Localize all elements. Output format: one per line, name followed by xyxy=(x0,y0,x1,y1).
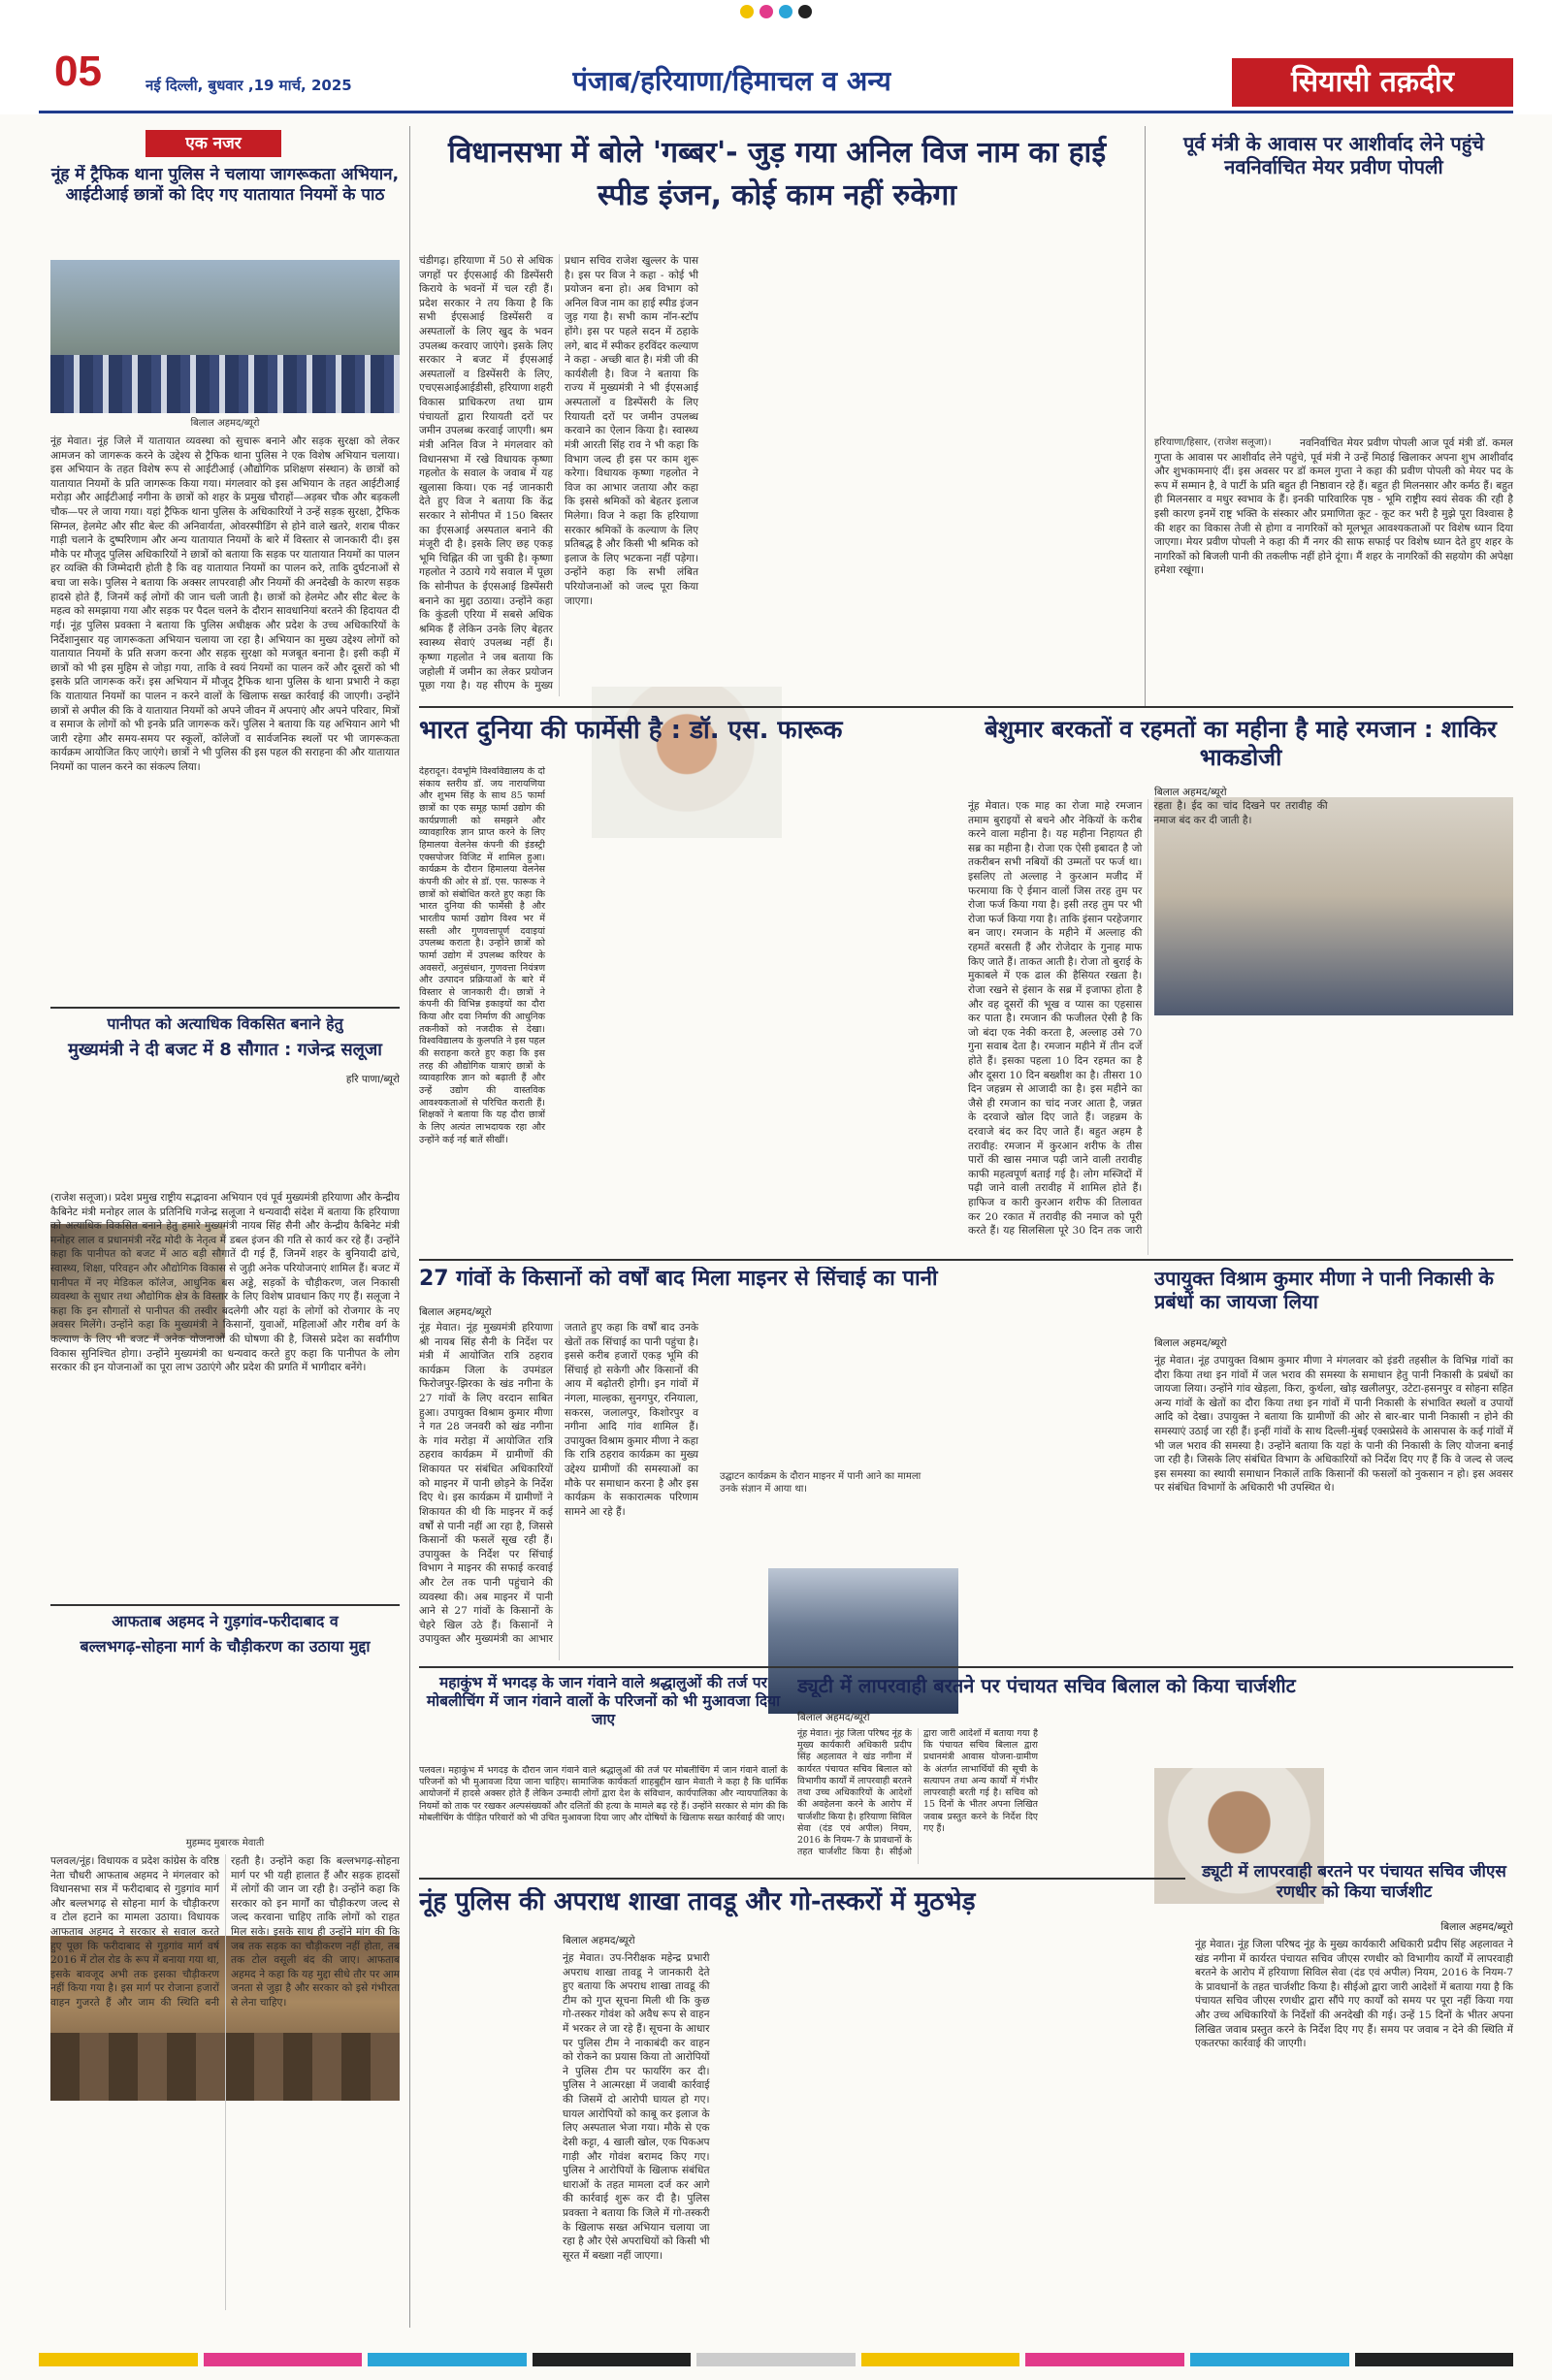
color-swatch xyxy=(204,2353,363,2366)
vij-body: चंडीगढ़। हरियाणा में 50 से अधिक जगहों पर ईएसआई की डिस्पेंसरी किराये के भवनों में चल रही हैं। प्रदेश सरकार ने तय किया है कि सभी ईएसआई डिस्पेंसरी व अस्पतालों के लिए खुद के भवन उपलब्ध करवाए जाएंगे। इसके लिए सरकार ने बजट में ईएसआई अस्पतालों व डिस्पेंसरी के लिए, एचएसआईआईडीसी, हरियाणा शहरी विकास प्राधिकरण तथा ग्राम पंचायतों द्वारा रियायती दरों पर जमीन उपलब्ध करवाई जाएगी। श्रम मंत्री अनिल विज ने मंगलवार को विधानसभा में रखे विधायक कृष्णा गहलोत के सवाल के जवाब में यह खुलासा किया। एक नई जानकारी देते हुए विज ने बताया कि केंद्र सरकार ने सोनीपत में 150 बिस्तर का ईएसआई अस्पताल बनाने की मंजूरी दी है। इसके लिए छह एकड़ भूमि चिह्नित की जा चुकी है। कृष्णा गहलोत ने उठाये गये सवाल में पूछा कि सोनीपत के ईएसआई डिस्पेंसरी बनाने का मुद्दा उठाया। उन्होंने कहा कि कुंडली एरिया में सबसे अधिक श्रमिक हैं लेकिन उनके लिए बेहतर स्वास्थ्य सेवाएं उपलब्ध नहीं हैं। कृष्णा गहलोत ने जब बताया कि जहोली में जमीन का लेकर प्रयोजन पूछा गया है। यह सीएम के मुख्य प्रधान सचिव राजेश खुल्लर के पास है। इस पर विज ने कहा - कोई भी प्रयोजन बना हो। अब विभाग को अनिल विज नाम का हाई स्पीड इंजन जुड़ गया है। सभी काम नॉन-स्टॉप होंगे। इस पर पहले सदन में ठहाके लगे, बाद में स्पीकर हरविंदर कल्याण ने कहा - अच्छी बात है। मंत्री जी की कार्यशैली है। विज ने बताया कि राज्य में मुख्यमंत्री ने भी ईएसआई अस्पतालों व डिस्पेंसरी के लिए रियायती दरों पर जमीन उपलब्ध करवाने का ऐलान किया है। स्वास्थ्य मंत्री आरती सिंह राव ने भी कहा कि विभाग जल्द ही इस पर काम शुरू करेगा। विधायक कृष्णा गहलोत ने विज का आभार जताया और कहा कि इससे श्रमिकों को बेहतर इलाज मिलेगा। विज ने कहा कि हरियाणा सरकार श्रमिकों के कल्याण के लिए प्रतिबद्ध है और किसी भी श्रमिक को इलाज के लिए भटकना नहीं पड़ेगा। उन्होंने कहा कि सभी लंबित परियोजनाओं को जल्द पूरा किया जाएगा। xyxy=(419,255,698,692)
ek-nazar-label: एक नजर xyxy=(146,130,281,157)
masthead xyxy=(0,0,1552,114)
color-swatch xyxy=(1190,2353,1349,2366)
nuh-police-byline: बिलाल अहमद/ब्यूरो xyxy=(563,1935,635,1946)
saluja-headline: मुख्यमंत्री ने दी बजट में 8 सौगात : गजेन्द्र सलूजा xyxy=(68,1040,382,1060)
color-swatch xyxy=(368,2353,527,2366)
ramzan-headline: बेशुमार बरकतों व रहमतों का महीना है माहे रमजान : शाकिर भाकडोजी xyxy=(985,716,1497,772)
vij-headline: विधानसभा में बोले 'गब्बर'- जुड़ गया अनिल विज नाम का हाई स्पीड इंजन, कोई काम नहीं रुकेगा xyxy=(447,136,1107,212)
footer-color-bar xyxy=(0,2339,1552,2380)
traffic-awareness-photo xyxy=(50,260,400,413)
minor-caption: उद्घाटन कार्यक्रम के दौरान माइनर में पानी आने का मामला उनके संज्ञान में आया था। xyxy=(720,1471,922,1495)
saluja-kicker: पानीपत को अत्याधिक विकसित बनाने हेतु xyxy=(107,1014,343,1033)
color-swatch xyxy=(696,2353,856,2366)
poppli-headline: पूर्व मंत्री के आवास पर आशीर्वाद लेने पहुंचे नवनिर्वाचित मेयर प्रवीण पोपली xyxy=(1182,132,1485,179)
ek-nazar-caption: बिलाल अहमद/ब्यूरो xyxy=(190,418,260,429)
section-title: पंजाब/हरियाणा/हिमाचल व अन्य xyxy=(572,65,891,97)
color-swatch xyxy=(1355,2353,1514,2366)
registration-marks-top xyxy=(543,4,1009,21)
poppli-body: नवनिर्वाचित मेयर प्रवीण पोपली आज पूर्व मंत्री डॉ. कमल गुप्ता के आवास पर आशीर्वाद लेने पहुंचे, पूर्व मंत्री ने उन्हें मिठाई खिलाकर अपना शुभ आशीर्वाद और शुभकामनाएं दीं। इस अवसर पर डॉ कमल गुप्ता ने कहा की प्रवीण पोपली को मेयर पद के रूप में सम्मान है, वे पार्टी के प्रति बहुत ही निष्ठावान रहे हैं। बहुत ही मिलनसार और कर्मठ हैं। बहुत ही मिलनसार व मधुर स्वभाव के हैं। इनकी पारिवारिक पृष्ठ - भूमि राष्ट्रीय स्वयं सेवक की रही है इसी कारण इनमें राष्ट्र भक्ति के संस्कार और प्रमाणिता कूट - कूट कर भरी है मुझे पूरा विश्वास है की शहर का विकास तेजी से होगा व नागरिकों को मूलभूत आवश्यकताओं पर विशेष ध्यान दिया जाएगा। मेयर प्रवीण पोपली ने कहा की मैं नगर की साफ सफाई पर विशेष ध्यान देते हुए शहर के नागरिकों को बिजली पानी की तकलीफ नहीं होने दूंगा। मैं शहर के नागरिकों की सहयोग की अपेक्षा हमेशा रखूंगा। xyxy=(1154,437,1513,577)
meena-headline: उपायुक्त विश्राम कुमार मीणा ने पानी निकासी के प्रबंधों का जायजा लिया xyxy=(1154,1267,1494,1314)
randhir-headline: ड्यूटी में लापरवाही बरतने पर पंचायत सचिव जीएस रणधीर को किया चार्जशीट xyxy=(1202,1862,1506,1902)
saluja-body: (राजेश सलूजा)। प्रदेश प्रमुख राष्ट्रीय सद्भावना अभियान एवं पूर्व मुख्यमंत्री हरियाणा और केन्द्रीय कैबिनेट मंत्री मनोहर लाल के प्रतिनिधि गजेन्द्र सलूजा ने धन्यवादी संदेश में बताया कि हरियाणा को अत्याधिक विकसित बनाने हेतु हमारे मुख्यमंत्री नायब सिंह सैनी और केन्द्रीय कैबिनेट मंत्री मनोहर लाल व प्रधानमंत्री नरेंद्र मोदी के नेतृत्व में डबल इंजन की गति से कार्य कर रहे हैं। उन्होंने कहा कि पानीपत को बजट में आठ बड़ी सौगातें दी गई हैं, जिनमें शहर के बुनियादी ढांचे, स्वास्थ्य, शिक्षा, परिवहन और औद्योगिक विकास से जुड़ी अनेक परियोजनाएं शामिल हैं। बजट में पानीपत में नए मेडिकल कॉलेज, आधुनिक बस अड्डे, सड़कों के चौड़ीकरण, जल निकासी व्यवस्था के सुधार तथा औद्योगिक क्षेत्र के विस्तार के लिए विशेष प्रावधान किए गए हैं। सलूजा ने कहा कि इन सौगातों से पानीपत की तस्वीर बदलेगी और यहां के लोगों को रोजगार के नए अवसर मिलेंगे। उन्होंने कहा कि मुख्यमंत्री ने किसानों, युवाओं, महिलाओं और गरीब वर्ग के कल्याण के लिए भी बजट में अनेक योजनाओं की घोषणा की है, जिससे प्रदेश का सर्वांगीण विकास सुनिश्चित होगा। उन्होंने मुख्यमंत्री का धन्यवाद करते हुए कहा कि पानीपत के लोग सरकार की इन योजनाओं का पूरा लाभ उठाएंगे और प्रदेश की प्रगति में भागीदार बनेंगे। xyxy=(50,1192,400,1374)
bilal-chargesheet-byline: बिलाल अहमद/ब्यूरो xyxy=(797,1712,870,1723)
nuh-police-body: नूंह मेवात। उप-निरीक्षक महेन्द्र प्रभारी अपराध शाखा तावडू ने जानकारी देते हुए बताया कि अपराध शाखा तावडू की टीम को गुप्त सूचना मिली थी कि कुछ गो-तस्कर गोवंश को अवैध रूप से वाहन में भरकर ले जा रहे हैं। सूचना के आधार पर पुलिस टीम ने नाकाबंदी कर वाहन को रोकने का प्रयास किया तो आरोपियों ने पुलिस टीम पर फायरिंग कर दी। पुलिस ने आत्मरक्षा में जवाबी कार्रवाई की जिसमें दो आरोपी घायल हो गए। घायल आरोपियों को काबू कर इलाज के लिए अस्पताल भेजा गया। मौके से एक देसी कट्टा, 4 खाली खोल, एक पिकअप गाड़ी और गोवंश बरामद किए गए। पुलिस ने आरोपियों के खिलाफ संबंधित धाराओं के तहत मामला दर्ज कर आगे की कार्रवाई शुरू कर दी है। पुलिस प्रवक्ता ने बताया कि जिले में गो-तस्करी के खिलाफ सख्त अभियान चलाया जा रहा है और ऐसे अपराधियों को किसी भी सूरत में बख्शा नहीं जाएगा। xyxy=(563,1952,710,2262)
meena-byline: बिलाल अहमद/ब्यूरो xyxy=(1154,1337,1227,1349)
ek-nazar-headline: नूंह में ट्रैफिक थाना पुलिस ने चलाया जागरूकता अभियान, आईटीआई छात्रों को दिए गए यातायात नियमों के पाठ xyxy=(50,165,400,205)
nuh-police-headline: नूंह पुलिस की अपराध शाखा तावडू और गो-तस्करों में मुठभेड़ xyxy=(419,1887,976,1916)
ramzan-body: नूंह मेवात। एक माह का रोजा माहे रमजान तमाम बुराइयों से बचने और नेकियों के करीब करने वाला महीना है। यह महीना निहायत ही सब्र का महीना है। रोजा एक ऐसी इबादत है जो तकरीबन सभी नबियों की उम्मतों पर फर्ज था। इसलिए तो अल्लाह ने कुरआन मजीद में फरमाया कि ऐ ईमान वालों जिस तरह तुम पर रोजा फर्ज किया गया है। इसी तरह तुम पर भी रोजा फर्ज किया गया है। ताकि इंसान परहेजगार बन जाए। रमजान के महीने में अल्लाह की रहमतें बरसती हैं और रोजेदार के गुनाह माफ किए जाते हैं। ताकत आती है। रोजा तो बुराई के मुकाबले में एक ढाल की हैसियत रखता है। रोजा रखने से इंसान के सब्र में इजाफा होता है और वह दूसरों की भूख व प्यास का एहसास कर पाता है। रमजान की फजीलत ऐसी है कि जो बंदा एक नेकी करता है, अल्लाह उसे 70 गुना सवाब देता है। रमजान महीने में तीन दर्जे होते हैं। इसका पहला 10 दिन रहमत का है और दूसरा 10 दिन बख्शीश का है। तीसरा 10 दिन जहन्नम से आजादी का है। इस महीने का जैसे ही रमजान का चांद नजर आता है, जन्नत के दरवाजे खोल दिए जाते हैं। जहन्नम के दरवाजे बंद कर दिए जाते हैं। बहुत अहम है तरावीह: रमजान में कुरआन शरीफ के तीस पारों की खास नमाज पढ़ी जाने वाली तरावीह काफी महत्वपूर्ण बताई गई है। लोग मस्जिदों में पढ़ी जाने वाली तरावीह में शामिल होते हैं। हाफिज व कारी कुरआन शरीफ की तिलावत कर 20 रकात में तरावीह की नमाज को पूरी करते हैं। यह सिलसिला पूरे 30 दिन तक जारी रहता है। ईद का चांद दिखने पर तरावीह की नमाज बंद कर दी जाती है। xyxy=(968,800,1328,1238)
minor-byline: बिलाल अहमद/ब्यूरो xyxy=(419,1306,492,1318)
saluja-byline: हरि पाणा/ब्यूरो xyxy=(345,1074,400,1085)
mahakumbh-body: पलवल। महाकुंभ में भगदड़ के दौरान जान गंवाने वाले श्रद्धालुओं की तर्ज पर मोबलीचिंग में जान गंवाने वालों के परिजनों को भी मुआवजा दिया जाना चाहिए। सामाजिक कार्यकर्ता शाहबुद्दीन खान मेवाती ने कहा है कि धार्मिक आयोजनों में हादसे अक्सर होते हैं लेकिन उन्मादी लोगों द्वारा देश के संविधान, कार्यपालिका और न्यायपालिका के नियमों को ताक पर रखकर अल्पसंख्यकों और दलितों की हत्या के मामले बढ़ रहे हैं। उन्होंने सरकार से मांग की कि मोबलीचिंग के पीड़ित परिवारों को भी उचित मुआवजा दिया जाए और दोषियों के खिलाफ सख्त कार्रवाई की जाए। xyxy=(419,1765,788,1823)
minor-headline: 27 गांवों के किसानों को वर्षों बाद मिला माइनर से सिंचाई का पानी xyxy=(419,1267,938,1291)
color-swatch xyxy=(533,2353,692,2366)
color-swatch xyxy=(861,2353,1020,2366)
aftab-caption: मुहम्मद मुबारक मेवाती xyxy=(185,1838,265,1849)
ramzan-byline: बिलाल अहमद/ब्यूरो xyxy=(1154,787,1227,798)
poppli-caption: हरियाणा/हिसार, (राजेश सलूजा)। xyxy=(1154,437,1272,448)
bilal-chargesheet-body: नूंह मेवात। नूंह जिला परिषद नूंह के मुख्य कार्यकारी अधिकारी प्रदीप सिंह अहलावत ने खंड नगीना में कार्यरत पंचायत सचिव बिलाल को विभागीय कार्यों में लापरवाही बरतने तथा उच्च अधिकारियों के आदेशों की अवहेलना करने के आरोप में चार्जशीट किया है। हरियाणा सिविल सेवा (दंड एवं अपील) नियम, 2016 के नियम-7 के प्रावधानों के तहत चार्जशीट किया है। सीईओ द्वारा जारी आदेशों में बताया गया है कि पंचायत सचिव बिलाल द्वारा प्रधानमंत्री आवास योजना-ग्रामीण के अंतर्गत लाभार्थियों की सूची के सत्यापन तथा अन्य कार्यों में गंभीर लापरवाही बरती गई है। सचिव को 15 दिनों के भीतर अपना लिखित जवाब प्रस्तुत करने के निर्देश दिए गए हैं। xyxy=(797,1728,1038,1858)
randhir-body: नूंह मेवात। नूंह जिला परिषद नूंह के मुख्य कार्यकारी अधिकारी प्रदीप सिंह अहलावत ने खंड नगीना में कार्यरत पंचायत सचिव जीएस रणधीर को विभागीय कार्यों में लापरवाही बरतने के आरोप में हरियाणा सिविल सेवा (दंड एवं अपील) नियम, 2016 के नियम-7 के प्रावधानों के तहत चार्जशीट किया है। सीईओ द्वारा जारी आदेशों में बताया गया है कि पंचायत सचिव जीएस रणधीर द्वारा सौंपे गए कार्यों को समय पर पूरा नहीं किया गया और उच्च अधिकारियों के निर्देशों की अनदेखी की गई। उन्हें 15 दिनों के भीतर अपना लिखित जवाब प्रस्तुत करने के निर्देश दिए गए हैं। समय पर जवाब न देने की स्थिति में एकतरफा कार्रवाई की जाएगी। xyxy=(1195,1939,1513,2050)
meena-body: नूंह मेवात। नूंह उपायुक्त विश्राम कुमार मीणा ने मंगलवार को इंडरी तहसील के विभिन्न गांवों का दौरा किया तथा इन गांवों में जल भराव की समस्या के समाधान हेतु पानी निकासी के प्रबंधों का जायजा लिया। उन्होंने गांव खेड़ला, किरा, कुर्थला, खोड़ खलीलपुर, उटेटा-हसनपुर व सोहना सहित अन्य गांवों के खेतों का दौरा किया तथा इन गांवों में पानी निकासी के संभावित स्थलों व उपायों आदि को देखा। उपायुक्त ने बताया कि ग्रामीणों की ओर से बार-बार पानी निकासी न होने की समस्याएं उठाई जा रही हैं। इन्हीं गांवों के साथ दिल्ली-मुंबई एक्सप्रेसवे के आसपास के कई गांवों में भी जल भराव की समस्या है। उन्होंने बताया कि यहां के पानी की निकासी के लिए योजना बनाई जा रही है। जिसके लिए संबंधित विभाग के अधिकारियों को निर्देश दिए गए हैं कि वे जल्द से जल्द इस समस्या का स्थायी समाधान निकालें ताकि किसानों की फसलों को नुकसान न हो। इस अवसर पर संबंधित विभागों के अधिकारी भी उपस्थित थे। xyxy=(1154,1355,1513,1495)
aftab-headline: बल्लभगढ़-सोहना मार्ग के चौड़ीकरण का उठाया मुद्दा xyxy=(80,1637,371,1656)
paper-name: सियासी तक़दीर xyxy=(1232,58,1513,107)
minor-body: नूंह मेवात। नूंह मुख्यमंत्री हरियाणा श्री नायब सिंह सैनी के निर्देश पर मंत्री में आयोजित रात्रि ठहराव कार्यक्रम जिला के उपमंडल फिरोजपुर-झिरका के खंड नगीना के 27 गांवों के लिए वरदान साबित हुआ। उपायुक्त विश्राम कुमार मीणा ने गत 28 जनवरी को खंड नगीना के गांव मरोड़ा में आयोजित रात्रि ठहराव कार्यक्रम में ग्रामीणों की शिकायत पर संबंधित अधिकारियों को माइनर में पानी छोड़ने के निर्देश दिए थे। इस कार्यक्रम में ग्रामीणों ने शिकायत की थी कि माइनर में कई वर्षों से पानी नहीं आ रहा है, जिससे किसानों की फसलें सूख रही हैं। उपायुक्त के निर्देश पर सिंचाई विभाग ने माइनर की सफाई करवाई और टेल तक पानी पहुंचाने की व्यवस्था की। अब माइनर में पानी आने से 27 गांवों के किसानों के चेहरे खिल उठे हैं। किसानों ने उपायुक्त और मुख्यमंत्री का आभार जताते हुए कहा कि वर्षों बाद उनके खेतों तक सिंचाई का पानी पहुंचा है। इससे करीब हजारों एकड़ भूमि की सिंचाई हो सकेगी और किसानों की आय में बढ़ोतरी होगी। इन गांवों में नंगला, माल्हका, सुनगपुर, रनियाला, सकरस, जलालपुर, किशोरपुर व नगीना आदि गांव शामिल हैं। उपायुक्त विश्राम कुमार मीणा ने कहा कि रात्रि ठहराव कार्यक्रम का मुख्य उद्देश्य ग्रामीणों की समस्याओं का मौके पर समाधान करना है और इस कार्यक्रम के सकारात्मक परिणाम सामने आ रहे हैं। xyxy=(419,1322,698,1646)
color-swatch xyxy=(1025,2353,1184,2366)
mahakumbh-headline: महाकुंभ में भगदड़ के जान गंवाने वाले श्रद्धालुओं की तर्ज पर मोबलीचिंग में जान गंवाने वालों के परिजनों को भी मुआवजा दिया जाए xyxy=(426,1674,781,1728)
ek-nazar-body: नूंह मेवात। नूंह जिले में यातायात व्यवस्था को सुचारू बनाने और सड़क सुरक्षा को लेकर आमजन को जागरूक करने के उद्देश्य से ट्रैफिक थाना पुलिस ने एक विशेष अभियान चलाया। इस अभियान के तहत विशेष रूप से आईटीआई (औद्योगिक प्रशिक्षण संस्थान) के छात्रों को यातायात नियमों के प्रति जागरूक किया गया। मंगलवार को इस अभियान के तहत आईटीआई मरोड़ा और आईटीआई नगीना के छात्रों को शहर के प्रमुख चौराहों—अड़बर चौक और बड़कली चौक—पर ले जाया गया। यहां ट्रैफिक थाना पुलिस के अधिकारियों ने उन्हें सड़क सुरक्षा, ट्रैफिक सिग्नल, हेलमेट और सीट बेल्ट की अनिवार्यता, ओवरस्पीडिंग से होने वाले खतरे, शराब पीकर गाड़ी चलाने के दुष्परिणाम और अन्य यातायात नियमों के बारे में विस्तार से जानकारी दी। इस मौके पर मौजूद पुलिस अधिकारियों ने छात्रों को बताया कि सड़क पर यातायात नियमों का पालन हर व्यक्ति की जिम्मेदारी होती है कि वह यातायात नियमों का पालन करे, ताकि दुर्घटनाओं से बचा जा सके। पुलिस ने बताया कि अक्सर लापरवाही और नियमों की अनदेखी के कारण सड़क हादसे होते हैं, जिनमें कई लोगों की जान चली जाती है। छात्रों को हेलमेट और सीट बेल्ट के महत्व को समझाया गया और सड़क पर पैदल चलने के दौरान सावधानियां बरतने की हिदायत दी गई। नूंह पुलिस प्रवक्ता ने बताया कि पुलिस अधीक्षक और प्रदेश के उच्च अधिकारियों के निर्देशानुसार यह जागरूकता अभियान चलाया जा रहा है। अभियान का मुख्य उद्देश्य लोगों को यातायात नियमों के प्रति सजग करना और सड़क सुरक्षा को मजबूत बनाना है। इसी कड़ी में छात्रों को भी इस मुहिम से जोड़ा गया, ताकि वे स्वयं नियमों का पालन करें और दूसरों को भी इसके प्रति जागरूक करें। इस अभियान में मौजूद ट्रैफिक थाना पुलिस के थाना प्रभारी ने कहा कि यातायात नियमों का पालन न करने वालों के खिलाफ सख्त कार्रवाई की जाएगी। उन्होंने छात्रों से अपील की कि वे यातायात नियमों को अपने जीवन में अपनाएं और अपने परिवार, मित्रों व समाज के लोगों को भी इनके प्रति जागरूक करें। पुलिस ने बताया कि यह अभियान आगे भी जारी रहेगा और समय-समय पर स्कूलों, कॉलेजों व सार्वजनिक स्थलों पर भी जागरूकता कार्यक्रम आयोजित किए जाएंगे। छात्रों ने भी पुलिस की इस पहल की सराहना की और यातायात नियमों का पालन करने का संकल्प लिया। xyxy=(50,435,400,774)
bilal-chargesheet-headline: ड्यूटी में लापरवाही बरतने पर पंचायत सचिव बिलाल को किया चार्जशीट xyxy=(797,1674,1296,1697)
color-swatch xyxy=(39,2353,198,2366)
aftab-body: पलवल/नूंह। विधायक व प्रदेश कांग्रेस के वरिष्ठ नेता चौधरी आफताब अहमद ने मंगलवार को विधानसभा सत्र में फरीदाबाद से गुड़गांव मार्ग और बल्लभगढ़ से सोहना मार्ग के चौड़ीकरण व टोल हटाने का मामला उठाया। विधायक आफताब अहमद ने सरकार से सवाल करते हुए पूछा कि फरीदाबाद से गुड़गांव मार्ग वर्ष 2016 में टोल रोड के रूप में बनाया गया था, इसके बावजूद अभी तक इसका चौड़ीकरण नहीं किया गया है। इस मार्ग पर रोजाना हजारों वाहन गुजरते हैं और जाम की स्थिति बनी रहती है। उन्होंने कहा कि बल्लभगढ़-सोहना मार्ग पर भी यही हालात हैं और सड़क हादसों में लोगों की जान जा रही है। उन्होंने कहा कि सरकार को इन मार्गों का चौड़ीकरण जल्द से जल्द करवाना चाहिए ताकि लोगों को राहत मिल सके। इसके साथ ही उन्होंने मांग की कि जब तक सड़क का चौड़ीकरण नहीं होता, तब तक टोल वसूली बंद की जाए। आफताब अहमद ने कहा कि यह मुद्दा सीधे तौर पर आम जनता से जुड़ा है और सरकार को इसे गंभीरता से लेना चाहिए। xyxy=(50,1855,400,2010)
page-number: 05 xyxy=(54,50,102,93)
aftab-kicker: आफताब अहमद ने गुड़गांव-फरीदाबाद व xyxy=(112,1612,339,1630)
farooq-headline: भारत दुनिया की फार्मेसी है : डॉ. एस. फारूक xyxy=(419,716,843,745)
date-line: नई दिल्ली, बुधवार ,19 मार्च, 2025 xyxy=(146,77,352,94)
randhir-byline: बिलाल अहमद/ब्यूरो xyxy=(1440,1921,1513,1933)
farooq-body: देहरादून। देवभूमि विश्वविद्यालय के दो संकाय स्तरीय डॉ. जय नारायणिया और शुभम सिंह के साथ 85 फार्मा छात्रों का एक समूह फार्मा उद्योग की कार्यप्रणाली को समझने और व्यावहारिक ज्ञान प्राप्त करने के लिए हिमालया वेलनेस कंपनी की इंडस्ट्री एक्सपोजर विजिट में शामिल हुआ। कार्यक्रम के दौरान हिमालया वेलनेस कंपनी की ओर से डॉ. एस. फारूक ने छात्रों को संबोधित करते हुए कहा कि भारत दुनिया की फार्मेसी है और भारतीय फार्मा उद्योग विश्व भर में सस्ती और गुणवत्तापूर्ण दवाइयां उपलब्ध कराता है। उन्होंने छात्रों को फार्मा उद्योग में उपलब्ध करियर के अवसरों, अनुसंधान, गुणवत्ता नियंत्रण और उत्पादन प्रक्रियाओं के बारे में विस्तार से जानकारी दी। छात्रों ने कंपनी की विभिन्न इकाइयों का दौरा किया और दवा निर्माण की आधुनिक तकनीकों को नजदीक से देखा। विश्वविद्यालय के कुलपति ने इस पहल की सराहना करते हुए कहा कि इस तरह की औद्योगिक यात्राएं छात्रों के व्यावहारिक ज्ञान को बढ़ाती हैं और उन्हें उद्योग की वास्तविक आवश्यकताओं से परिचित कराती हैं। शिक्षकों ने बताया कि यह दौरा छात्रों के लिए अत्यंत लाभदायक रहा और उन्होंने कई नई बातें सीखीं। xyxy=(419,766,545,1145)
